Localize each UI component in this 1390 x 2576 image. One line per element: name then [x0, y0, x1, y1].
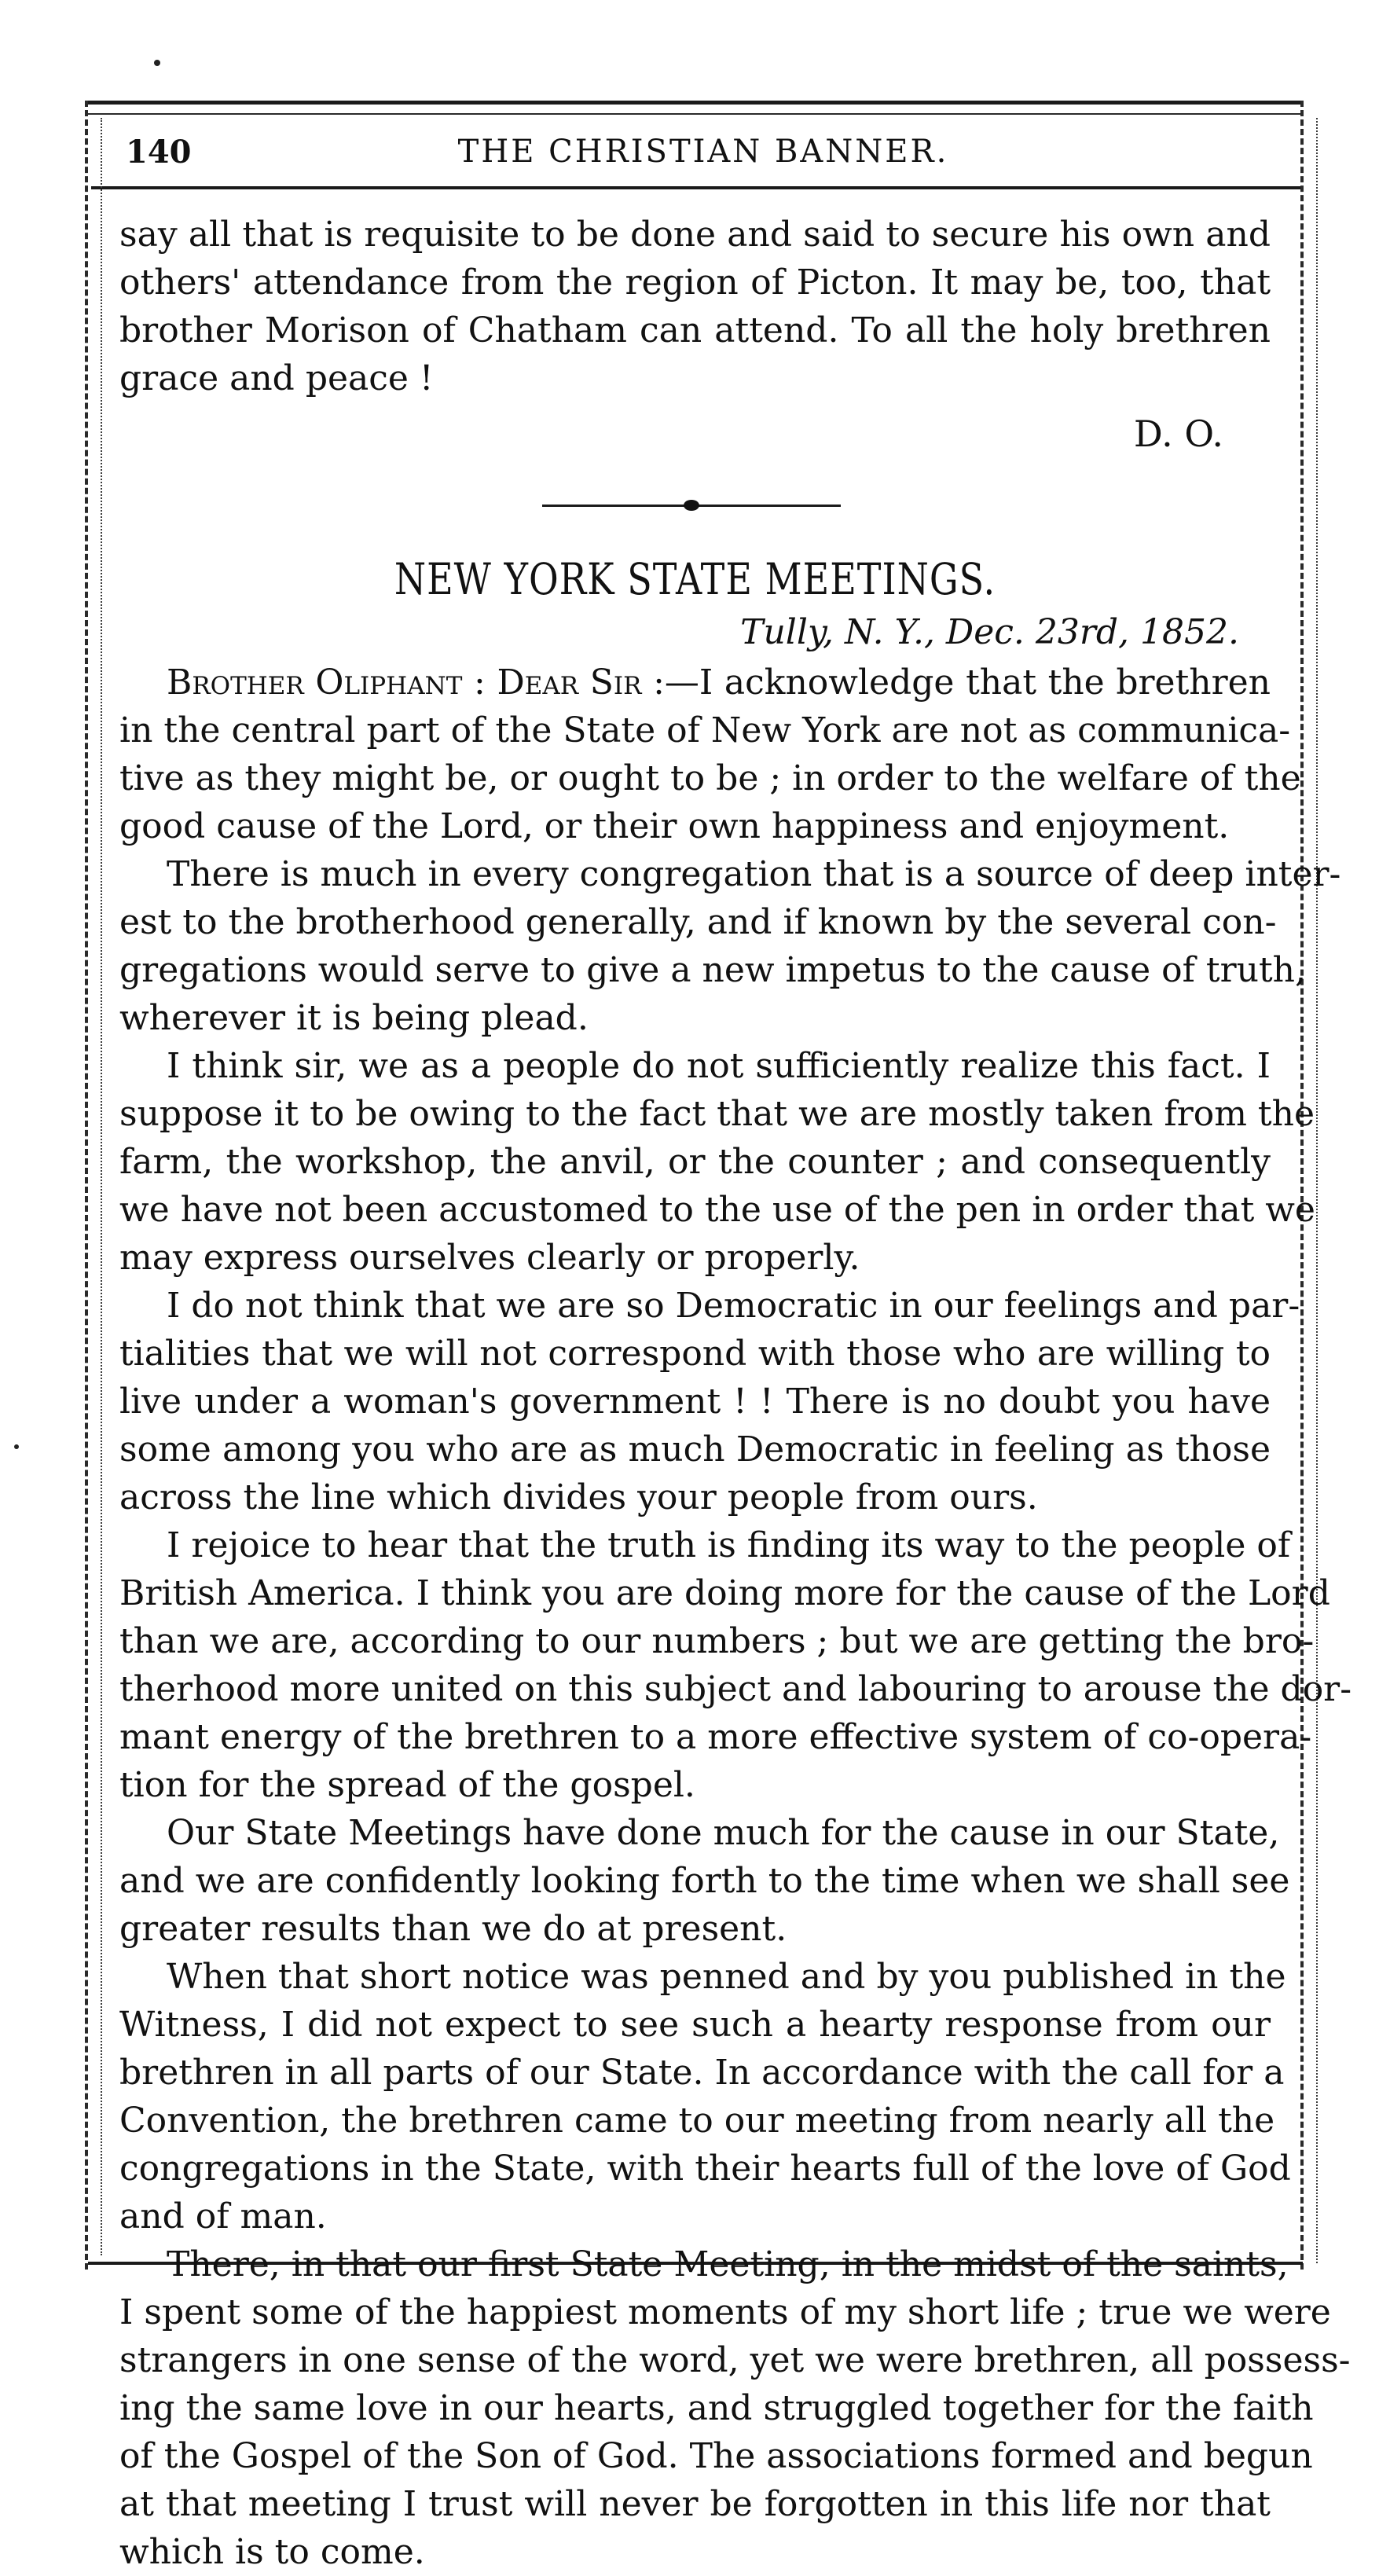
text-line: There, in that our first State Meeting, in the midst of the saints, — [167, 2244, 1289, 2284]
text-line: good cause of the Lord, or their own happiness and enjoyment. — [119, 806, 1230, 846]
text-line: mant energy of the brethren to a more effective system of co-opera- — [119, 1717, 1312, 1757]
header-rule — [91, 186, 1301, 189]
text-line: I do not think that we are so Democratic in our feelings and par- — [167, 1286, 1300, 1326]
text-line: and we are confidently looking forth to the time when we shall see — [119, 1861, 1290, 1901]
text-line: some among you who are as much Democratic in feeling as those — [119, 1429, 1271, 1470]
stray-ink-dot — [154, 60, 160, 66]
text-line: I think sir, we as a people do not sufficiently realize this fact. I — [167, 1046, 1271, 1086]
text-line: strangers in one sense of the word, yet we were brethren, all possess- — [119, 2340, 1351, 2380]
text-line: suppose it to be owing to the fact that we are mostly taken from the — [119, 1094, 1315, 1134]
text-fragment: —I acknowledge that the brethren — [664, 662, 1271, 703]
right-border-rule — [1300, 101, 1307, 2270]
text-line: ing the same love in our hearts, and struggled together for the faith — [119, 2388, 1314, 2428]
text-line: gregations would serve to give a new impetus to the cause of truth, — [119, 950, 1306, 990]
page-number: 140 — [126, 134, 192, 171]
text-line: at that meeting I trust will never be forgotten in this life nor that — [119, 2484, 1271, 2524]
running-title: THE CHRISTIAN BANNER. — [457, 134, 949, 170]
page-body — [119, 211, 1352, 2576]
text-line — [119, 659, 1271, 706]
text-line: which is to come. — [119, 2532, 425, 2572]
text-line: tion for the spread of the gospel. — [119, 1765, 695, 1805]
left-border-rule-inner — [101, 118, 104, 2255]
text-line: others' attendance from the region of Picton. It may be, too, that — [119, 262, 1271, 303]
text-line: brethren in all parts of our State. In accordance with the call for a — [119, 2053, 1285, 2093]
text-line: farm, the workshop, the anvil, or the counter ; and consequently — [119, 1142, 1271, 1182]
text-line: tive as they might be, or ought to be ; in order to the welfare of the — [119, 758, 1301, 798]
divider-ornament — [684, 500, 699, 511]
text-line: congregations in the State, with their hearts full of the love of God — [119, 2149, 1291, 2189]
text-line: When that short notice was penned and by you published in the — [167, 1957, 1286, 1997]
text-line: Our State Meetings have done much for the cause in our State, — [167, 1813, 1280, 1853]
text-line: in the central part of the State of New York are not as communica- — [119, 710, 1291, 750]
left-border-rule — [85, 101, 91, 2270]
text-line: across the line which divides your people from ours. — [119, 1477, 1038, 1517]
text-line: grace and peace ! — [119, 358, 434, 398]
text-line: greater results than we do at present. — [119, 1909, 787, 1949]
section-divider — [119, 465, 1271, 552]
top-border-rule — [85, 101, 1301, 105]
text-line: I rejoice to hear that the truth is finding its way to the people of — [167, 1525, 1291, 1565]
text-line: wherever it is being plead. — [119, 998, 589, 1038]
text-line: we have not been accustomed to the use of the pen in order that we — [119, 1190, 1315, 1230]
article-dateline: Tully, N. Y., Dec. 23rd, 1852. — [740, 612, 1239, 652]
text-line: I spent some of the happiest moments of my short life ; true we were — [119, 2292, 1331, 2332]
text-line: and of man. — [119, 2196, 327, 2237]
letter-signature: D. O. — [1133, 413, 1223, 455]
text-line: brother Morison of Chatham can attend. To all the holy brethren — [119, 310, 1271, 350]
text-line: Witness, I did not expect to see such a hearty response from our — [119, 2005, 1271, 2045]
text-line: live under a woman's government ! ! There is no doubt you have — [119, 1382, 1271, 1422]
stray-ink-dot — [14, 1444, 19, 1449]
text-line: est to the brotherhood generally, and if known by the several con- — [119, 902, 1277, 942]
text-line: therhood more united on this subject and labouring to arouse the dor- — [119, 1669, 1352, 1709]
right-border-rule-inner — [1316, 118, 1319, 2263]
text-line: There is much in every congregation that is a source of deep inter- — [167, 854, 1341, 894]
text-line: than we are, according to our numbers ; but we are getting the bro- — [119, 1621, 1315, 1661]
text-line: of the Gospel of the Son of God. The associations formed and begun — [119, 2436, 1313, 2476]
text-line: tialities that we will not correspond with those who are willing to — [119, 1334, 1271, 1374]
text-line: say all that is requisite to be done and said to secure his own and — [119, 215, 1271, 255]
top-border-rule-inner — [86, 113, 1301, 115]
text-line: Convention, the brethren came to our meeting from nearly all the — [119, 2101, 1275, 2141]
page-header — [126, 134, 1281, 181]
salutation: Brother Oliphant : Dear Sir : — [167, 662, 665, 703]
text-line: British America. I think you are doing more for the cause of the Lord — [119, 1573, 1330, 1613]
text-line: may express ourselves clearly or properly. — [119, 1238, 860, 1278]
article-title: NEW YORK STATE MEETINGS. — [394, 553, 996, 605]
